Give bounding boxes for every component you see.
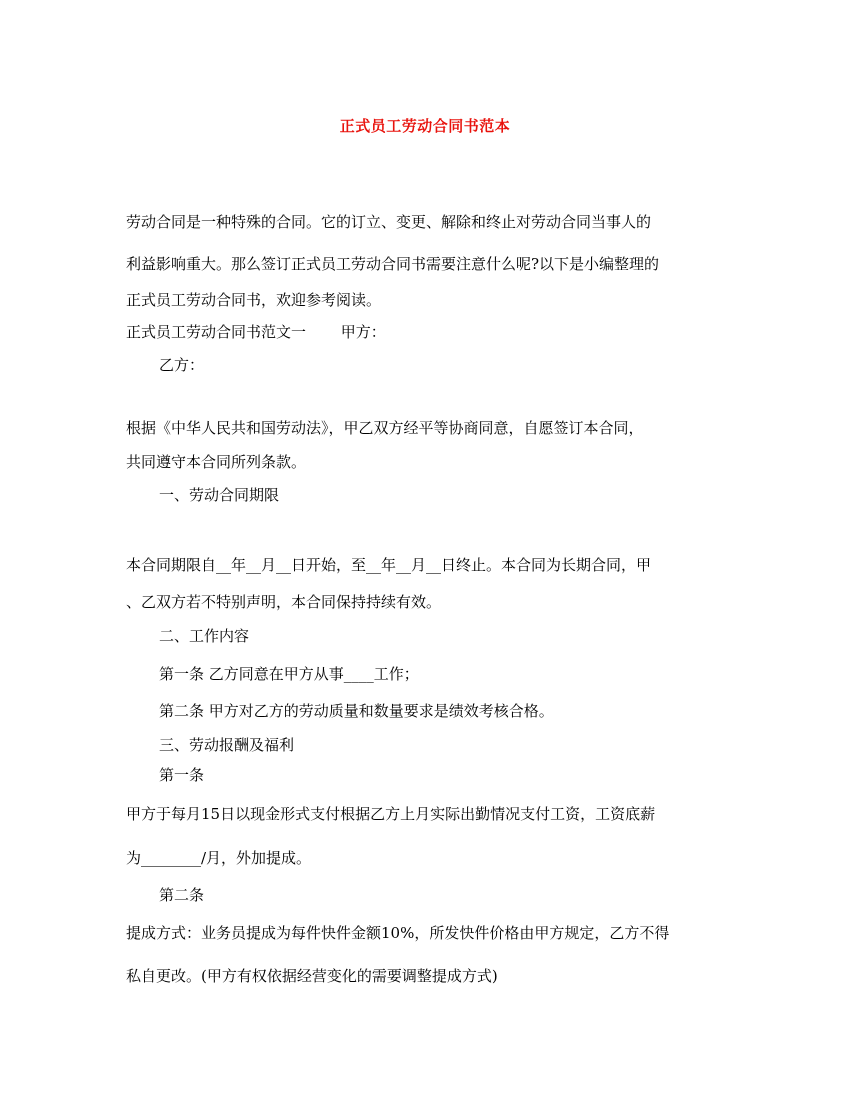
section-3-heading: 三、劳动报酬及福利 xyxy=(159,736,295,754)
term-line-1: 本合同期限自__年__月__日开始，至__年__月__日终止。本合同为长期合同，甲 xyxy=(126,556,652,574)
commission-line-1: 提成方式：业务员提成为每件快件金额10%，所发快件价格由甲方规定，乙方不得 xyxy=(126,924,670,942)
document-title: 正式员工劳动合同书范本 xyxy=(339,117,511,135)
intro-line-3: 正式员工劳动合同书，欢迎参考阅读。 xyxy=(126,291,382,309)
preamble-line-1: 根据《中华人民共和国劳动法》，甲乙双方经平等协商同意，自愿签订本合同， xyxy=(126,419,644,437)
commission-line-2: 私自更改。(甲方有权依据经营变化的需要调整提成方式) xyxy=(126,967,498,985)
sample-heading-party-a: 正式员工劳动合同书范文一 甲方： xyxy=(126,323,386,341)
party-b-label: 乙方： xyxy=(159,356,205,374)
section-2-heading: 二、工作内容 xyxy=(159,627,250,645)
pay-article-1-label: 第一条 xyxy=(159,766,205,784)
intro-line-1: 劳动合同是一种特殊的合同。它的订立、变更、解除和终止对劳动合同当事人的 xyxy=(126,213,652,231)
work-article-2: 第二条 甲方对乙方的劳动质量和数量要求是绩效考核合格。 xyxy=(159,702,554,720)
intro-line-2: 利益影响重大。那么签订正式员工劳动合同书需要注意什么呢?以下是小编整理的 xyxy=(126,255,660,273)
pay-article-2-label: 第二条 xyxy=(159,886,205,904)
work-article-1: 第一条 乙方同意在甲方从事____工作； xyxy=(159,665,419,683)
preamble-line-2: 共同遵守本合同所列条款。 xyxy=(126,453,307,471)
section-1-heading: 一、劳动合同期限 xyxy=(159,486,280,504)
term-line-2: 、乙双方若不特别声明，本合同保持持续有效。 xyxy=(126,593,442,611)
pay-line-1: 甲方于每月15日以现金形式支付根据乙方上月实际出勤情况支付工资，工资底薪 xyxy=(126,805,656,823)
pay-line-2: 为________/月，外加提成。 xyxy=(126,849,312,867)
